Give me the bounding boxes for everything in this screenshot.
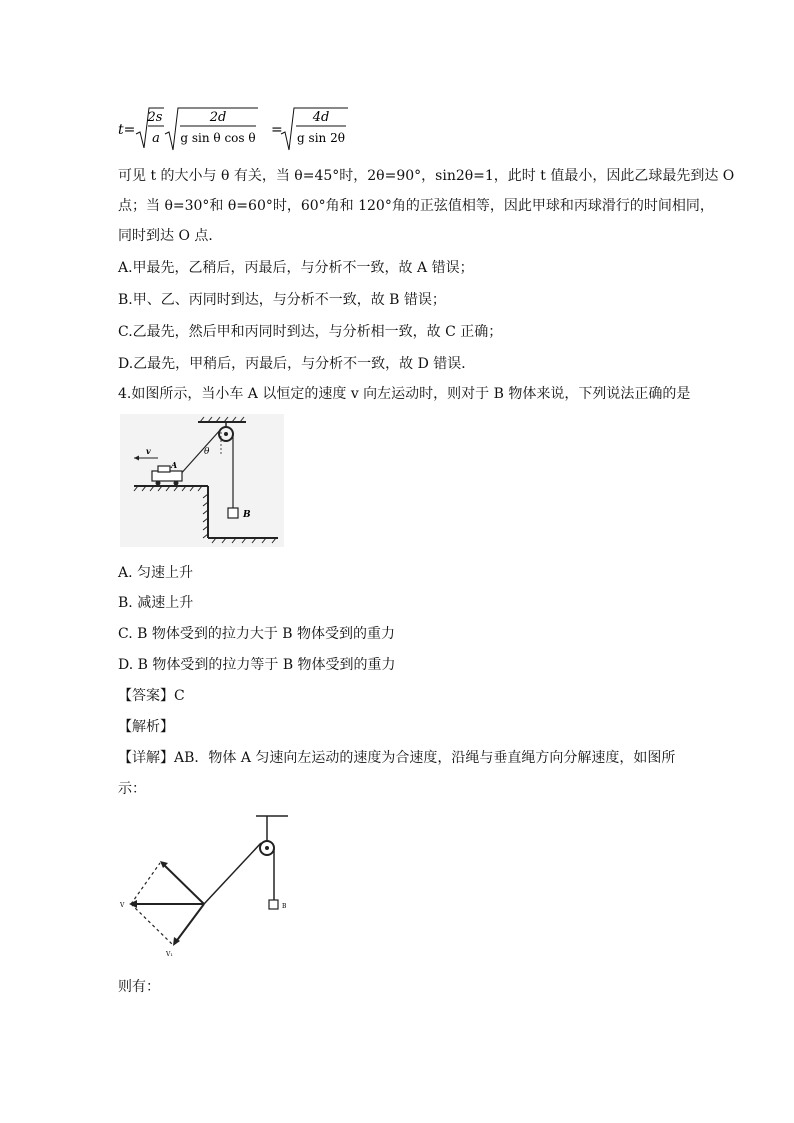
formula-lhs: t= xyxy=(118,122,136,138)
question-4: 4.如图所示，当小车 A 以恒定的速度 v 向左运动时，则对于 B 物体来说，下列说法正确的是 xyxy=(118,386,691,402)
option-c-analysis: C.乙最先，然后甲和丙同时到达，与分析相一致，故 C 正确； xyxy=(118,324,503,340)
label-a: A xyxy=(171,460,178,470)
frac3-numerator: 4d xyxy=(312,110,330,125)
label-b: B xyxy=(282,903,287,910)
frac2-denominator: g sin θ cos θ xyxy=(180,131,256,145)
paragraph-line: 可见 t 的大小与 θ 有关，当 θ=45°时，2θ=90°，sin2θ=1，此时 t 值最小，因此乙球最先到达 O xyxy=(118,168,735,184)
analysis-heading: 【解析】 xyxy=(118,719,174,735)
question-4-option-c: C. B 物体受到的拉力大于 B 物体受到的重力 xyxy=(118,626,396,642)
frac2-numerator: 2d xyxy=(209,110,227,125)
label-b: B xyxy=(243,510,251,520)
detail-line: 【详解】AB．物体 A 匀速向左运动的速度为合速度，沿绳与垂直绳方向分解速度，如图所 xyxy=(118,750,676,766)
detail-line: 示： xyxy=(118,781,146,797)
paragraph-line: 点；当 θ=30°和 θ=60°时，60°角和 120°角的正弦值相等，因此甲球和丙球滑行的时间相同， xyxy=(118,198,714,214)
frac1-numerator: 2s xyxy=(147,110,163,125)
then-line: 则有： xyxy=(118,979,160,995)
answer-heading: 【答案】C xyxy=(118,688,185,704)
question-4-option-b: B. 减速上升 xyxy=(118,595,194,611)
frac1-denominator: a xyxy=(152,131,160,146)
time-formula xyxy=(118,104,378,154)
label-v: V xyxy=(120,902,125,909)
option-d-analysis: D.乙最先，甲稍后，丙最后，与分析不一致，故 D 错误． xyxy=(118,356,476,372)
question-4-option-a: A. 匀速上升 xyxy=(118,565,194,581)
paragraph-line: 同时到达 O 点． xyxy=(118,228,223,244)
formula-equals: = xyxy=(271,122,283,138)
question-4-option-d: D. B 物体受到的拉力等于 B 物体受到的重力 xyxy=(118,657,396,673)
option-b-analysis: B.甲、乙、丙同时到达，与分析不一致，故 B 错误； xyxy=(118,292,446,308)
label-v: v xyxy=(146,446,151,456)
label-v1: V₁ xyxy=(166,951,173,958)
option-a-analysis: A.甲最先，乙稍后，丙最后，与分析不一致，故 A 错误； xyxy=(118,260,474,276)
cart-pulley-figure xyxy=(120,414,284,547)
label-theta: θ xyxy=(204,447,210,457)
velocity-decomposition-figure xyxy=(118,812,298,962)
frac3-denominator: g sin 2θ xyxy=(297,131,345,145)
